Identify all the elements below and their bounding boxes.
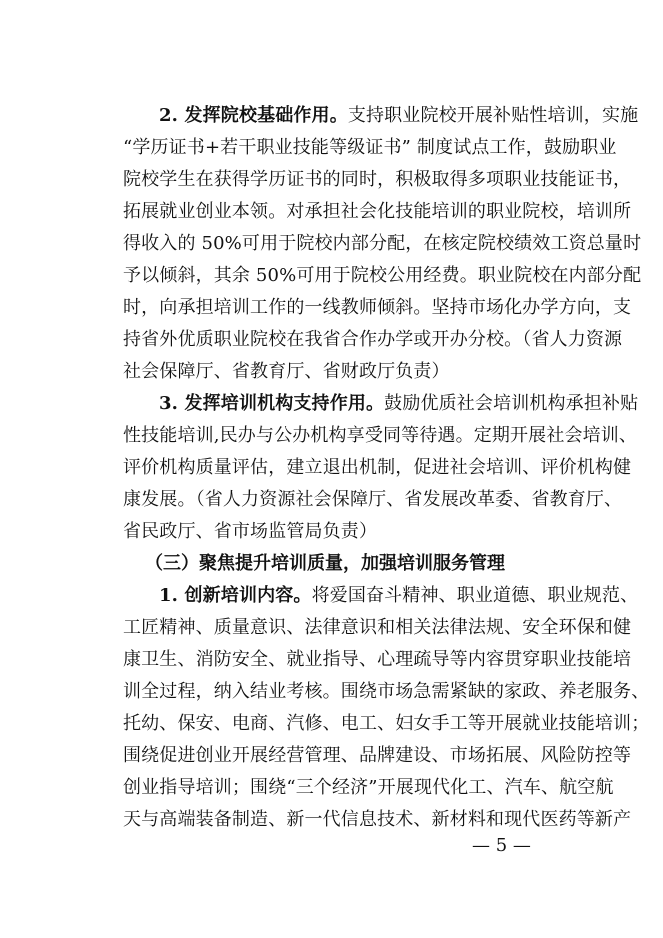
para2-line-7: 时，向承担培训工作的一线教师倾斜。坚持市场化办学方向，支 [123,297,632,318]
para2-line-5: 得收入的 50%可用于院校内部分配，在核定院校绩效工资总量时 [123,233,642,254]
para2-line-9: 社会保障厅、省教育厅、省财政厅负责） [123,361,450,382]
para1-line1-text: 将爱国奋斗精神、职业道德、职业规范、 [311,585,639,606]
para2-line-1 [123,105,639,126]
para2-line-3: 院校学生在获得学历证书的同时，积极取得多项职业技能证书， [123,169,632,190]
para2-line-6: 予以倾斜，其余 50%可用于院校公用经费。职业院校在内部分配 [123,265,642,286]
page-number: — 5 — [472,835,531,856]
para1-heading: 1. 创新培训内容。 [159,585,312,606]
para3-line1-text: 鼓励优质社会培训机构承担补贴 [384,393,639,414]
para3-heading: 3. 发挥培训机构支持作用。 [159,393,385,414]
para1-line-2: 工匠精神、质量意识、法律意识和相关法律法规、安全环保和健 [123,617,632,638]
para1-line-1 [123,585,639,606]
para3-line-3: 评价机构质量评估，建立退出机制，促进社会培训、评价机构健 [123,457,632,478]
para3-line-2: 性技能培训,民办与公办机构享受同等待遇。定期开展社会培训、 [123,425,638,446]
para1-line-7: 创业指导培训；围绕“三个经济”开展现代化工、汽车、航空航 [123,777,614,798]
para3-line-1 [123,393,639,414]
para1-line-8: 天与高端装备制造、新一代信息技术、新材料和现代医药等新产 [123,809,632,830]
para1-line-5: 托幼、保安、电商、汽修、电工、妇女手工等开展就业技能培训； [123,713,650,734]
para1-line-3: 康卫生、消防安全、就业指导、心理疏导等内容贯穿职业技能培 [123,649,632,670]
para2-line-2: “学历证书+若干职业技能等级证书” 制度试点工作，鼓励职业 [123,137,617,158]
para2-line1-text: 支持职业院校开展补贴性培训，实施 [347,105,639,126]
para3-line-4: 康发展。（省人力资源社会保障厅、省发展改革委、省教育厅、 [123,489,623,510]
para1-line-6: 围绕促进创业开展经营管理、品牌建设、市场拓展、风险防控等 [123,745,632,766]
para1-line-4: 训全过程，纳入结业考核。围绕市场急需紧缺的家政、养老服务、 [123,681,650,702]
para2-line-4: 拓展就业创业本领。对承担社会化技能培训的职业院校，培训所 [123,201,632,222]
para2-heading: 2. 发挥院校基础作用。 [159,105,348,126]
section-heading: （三）聚焦提升培训质量，加强培训服务管理 [145,553,505,574]
para3-line-5: 省民政厅、省市场监管局负责） [123,521,378,542]
para2-line-8: 持省外优质职业院校在我省合作办学或开办分校。（省人力资源 [123,329,623,350]
